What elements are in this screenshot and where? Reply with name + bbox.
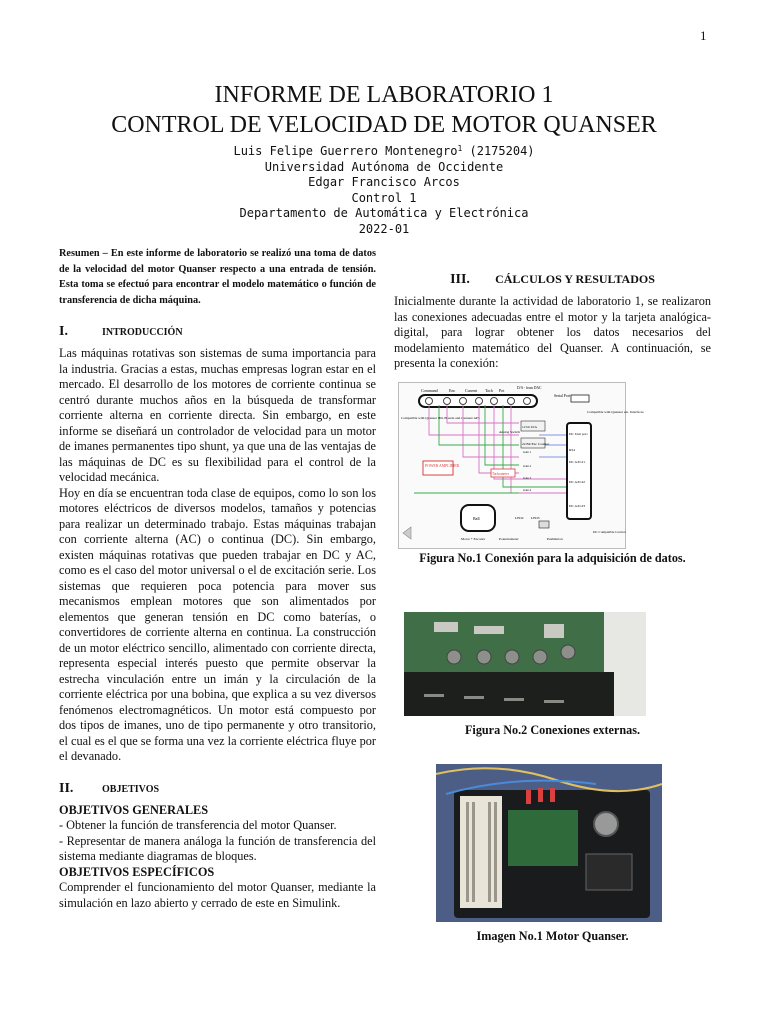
period: 2022-01 — [358, 221, 410, 236]
connection-diagram — [398, 382, 644, 549]
quanser-motor-photo — [436, 764, 662, 922]
report-title-line1: INFORME DE LABORATORIO 1 — [214, 82, 554, 108]
label-compatible-right: Compatible with Quanser ext. Interfaces — [587, 409, 644, 414]
label-da: 12 bit D/A — [522, 424, 537, 429]
section-number: III. — [450, 272, 470, 287]
label-serial-port: Serial Port — [554, 393, 571, 398]
course: Control 1 — [351, 190, 417, 205]
figure-2-caption: Figura No.2 Conexiones externas. — [464, 722, 640, 737]
label-dc-ad1: DC A/D #1 — [569, 459, 585, 464]
specific-objectives-heading: OBJETIVOS ESPECÍFICOS — [59, 864, 215, 879]
results-paragraph-1: Inicialmente durante la actividad de laboratorio 1, se realizaron las conexiones adecuadas entre el motor y la tarjeta analógica-digital, para lograr obtener los datos necesarios del modelamiento matemático del Quanser. A continuación, se presenta la conexión: — [394, 294, 711, 370]
right-column — [394, 272, 711, 944]
abstract: Resumen – En este informe de laboratorio se realizó una toma de datos de la velocidad del motor Quanser respecto a una entrada de tensión. Esta toma se efectuó para encontrar el modelo matemático o función de transferencia de dicha máquina. — [59, 248, 376, 306]
author-id: (2175204) — [462, 144, 535, 158]
figure-2 — [394, 576, 711, 738]
label-led3: LED3 — [531, 515, 540, 520]
label-gain1: Gain 1 — [523, 449, 532, 454]
department: Departamento de Automática y Electrónica — [239, 206, 529, 220]
section-number: I. — [59, 324, 68, 340]
author-name: Luis Felipe Guerrero Montenegro — [233, 144, 458, 158]
university: Universidad Autónoma de Occidente — [264, 159, 504, 174]
page-number: 1 — [700, 28, 707, 43]
section-title: CÁLCULOS Y RESULTADOS — [495, 272, 655, 286]
label-gain2: Gain 2 — [523, 463, 532, 468]
label-compatible-left: Compatible with Quanser HIL Boards and Quanser APS — [401, 415, 480, 420]
professor: Edgar Francisco Arcos — [308, 175, 460, 189]
label-tach: Tach — [485, 387, 493, 393]
author-line — [0, 141, 768, 160]
label-enc: Enc — [449, 387, 456, 393]
section-heading-introduction — [59, 324, 376, 340]
label-gain4: Gain 4 — [523, 487, 532, 492]
label-analog-switch: Analog Switch — [499, 429, 520, 434]
section-title: OBJETIVOS — [102, 783, 160, 795]
figure-3 — [394, 748, 711, 944]
label-dc-ad3: DC A/D #3 — [569, 503, 585, 508]
label-dc-port: DC 6 kit port — [569, 431, 588, 436]
intro-paragraph-2: Hoy en día se encuentran toda clase de equipos, como lo son los motores eléctricos de diversos modelos, tamaños y potencias para realizar un determinado trabajo. Estas máquinas trabajan con corriente alterna (AC) o continua (DC). Sin embargo, existen máquinas rotativas que pueden trabajar en DC y AC, como es el caso del motor universal o el de excitación serie. Los sistemas que requieren poca potencia para mover sus mecanismos emplean motores que son alimentados por elementos que generan tensión en DC como baterías, o convertidores de corriente alterna en continua. La construcción de un motor eléctrico sencillo, alimentado con corriente directa, representa especial interés puesto que permite observar la estrecha vinculación entre un imán y la circulación de la corriente eléctrica por una bobina, que explica a su vez diversos fenómenos electromagnéticos. Un motor está compuesto por dos tipos de imanes, uno de tipo permanente y otro transitorio, el cual es el que se forma una vez la corriente eléctrica fluye por el devanado. — [59, 485, 376, 764]
intro-paragraph-1: Las máquinas rotativas son sistemas de suma importancia para la industria. Gracias a estas, muchas empresas logran estar en el mercado. El desarrollo de los motores de corriente continua se centró durante muchos años en la búsqueda de transformar corriente alterna en corriente directa. Sin embargo, en este informe se diseñará un controlador de velocidad para un motor de imanes permanentes tipo shunt, ya que una de las ventajas de las máquinas de DC es su flexibilidad para el control de la velocidad mecánica. — [59, 346, 376, 485]
label-led2: LED2 — [515, 515, 524, 520]
external-connections-photo — [404, 612, 646, 716]
label-power-amplifier: POWER AMPLIFIER — [425, 463, 460, 468]
general-objectives-heading: OBJETIVOS GENERALES — [59, 802, 209, 817]
label-tachometer: Tachometer — [492, 471, 509, 476]
label-potentiometer: Potentiometer — [499, 536, 519, 541]
label-pushbutton: Pushbutton — [547, 536, 563, 541]
report-title-line2: CONTROL DE VELOCIDAD DE MOTOR QUANSER — [111, 112, 657, 138]
figure-1-caption: Figura No.1 Conexión para la adquisición de datos. — [419, 550, 686, 565]
label-ball: Ball — [473, 515, 480, 521]
left-column — [59, 246, 376, 911]
label-current: Current — [465, 387, 478, 393]
label-rs: RS4 — [569, 447, 576, 452]
author-footnote-mark: 1 — [457, 144, 463, 153]
label-command: Command — [421, 387, 438, 393]
general-objective-2: - Representar de manera análoga la función de transferencia del sistema mediante diagramas de bloques. — [59, 833, 376, 864]
figure-3-caption: Imagen No.1 Motor Quanser. — [476, 928, 629, 943]
label-pot: Pot — [499, 387, 505, 393]
label-dc-compatible: DC Compatible Control — [593, 529, 626, 534]
section-number: II. — [59, 780, 74, 796]
label-counter: 24 Bit Enc Counter — [522, 441, 550, 446]
label-da-from-dac: D/A - from DAC — [517, 385, 542, 390]
specific-objective-1: Comprender el funcionamiento del motor Quanser, mediante la simulación en lazo abierto y cerrado de este en Simulink. — [59, 880, 376, 910]
label-dc-ad2: DC A/D #2 — [569, 479, 585, 484]
section-title: INTRODUCCIÓN — [102, 327, 183, 339]
section-heading-results — [394, 272, 711, 288]
section-heading-objectives — [59, 781, 376, 797]
figure-1 — [394, 382, 711, 566]
author-block — [0, 141, 768, 237]
general-objective-1: - Obtener la función de transferencia del motor Quanser. — [59, 818, 337, 833]
label-gain3: Gain 3 — [523, 475, 532, 480]
label-motor-encoder: Motor + Encoder — [461, 536, 486, 541]
